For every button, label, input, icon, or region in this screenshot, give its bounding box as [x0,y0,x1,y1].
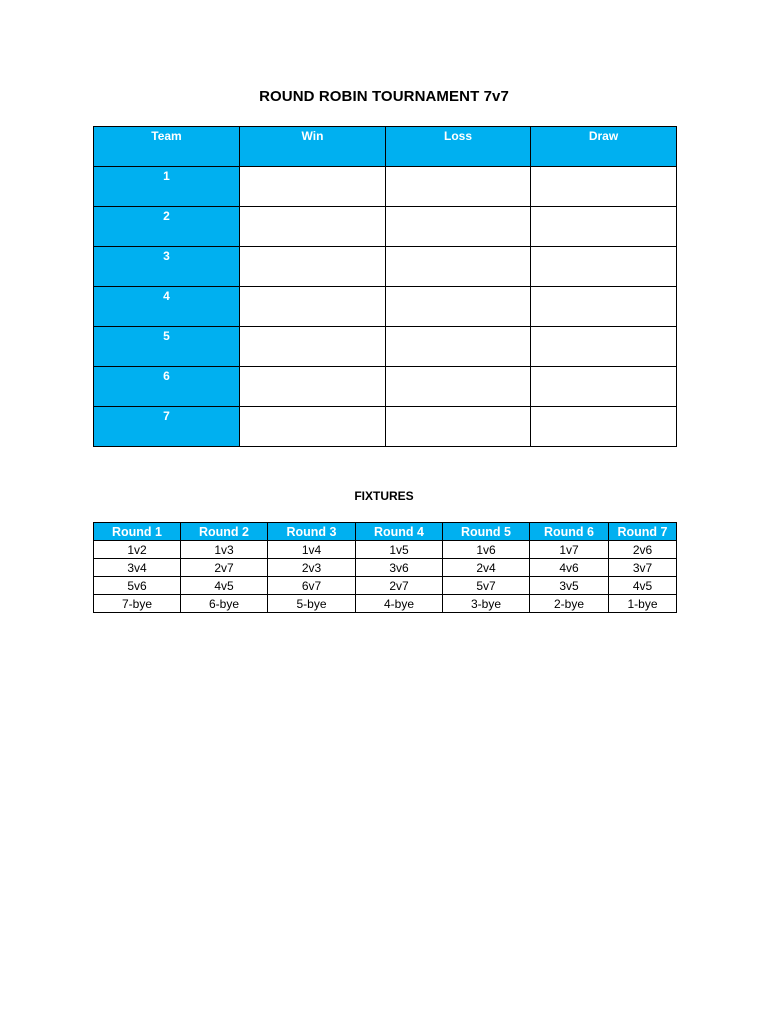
loss-cell[interactable] [386,407,531,447]
team-column-header: Team [94,127,240,167]
round-4-header: Round 4 [356,523,443,541]
table-row [94,407,677,447]
round-3-header: Round 3 [268,523,356,541]
win-cell[interactable] [240,327,386,367]
fixture-cell: 4v5 [609,577,677,595]
fixture-cell: 3v7 [609,559,677,577]
bye-cell: 5-bye [268,595,356,613]
round-2-header: Round 2 [181,523,268,541]
bye-cell: 6-bye [181,595,268,613]
loss-cell[interactable] [386,367,531,407]
loss-cell[interactable] [386,287,531,327]
win-cell[interactable] [240,407,386,447]
fixture-cell: 2v3 [268,559,356,577]
draw-cell[interactable] [531,167,677,207]
round-1-header: Round 1 [94,523,181,541]
team-number: 4 [94,287,240,327]
draw-cell[interactable] [531,367,677,407]
win-column-header: Win [240,127,386,167]
table-row [94,207,677,247]
bye-cell: 7-bye [94,595,181,613]
table-row [94,167,677,207]
loss-cell[interactable] [386,327,531,367]
table-row [94,327,677,367]
team-number: 3 [94,247,240,287]
table-row [94,247,677,287]
fixture-cell: 1v7 [530,541,609,559]
team-number: 5 [94,327,240,367]
draw-cell[interactable] [531,247,677,287]
draw-cell[interactable] [531,327,677,367]
fixture-cell: 2v7 [356,577,443,595]
fixture-cell: 1v6 [443,541,530,559]
fixtures-header-row [94,523,677,541]
fixture-cell: 2v6 [609,541,677,559]
fixture-cell: 5v7 [443,577,530,595]
bye-cell: 1-bye [609,595,677,613]
fixture-cell: 5v6 [94,577,181,595]
table-row [94,367,677,407]
fixtures-title: FIXTURES [354,489,414,503]
win-cell[interactable] [240,167,386,207]
loss-cell[interactable] [386,247,531,287]
table-row [94,577,677,595]
bye-cell: 3-bye [443,595,530,613]
loss-column-header: Loss [386,127,531,167]
team-number: 6 [94,367,240,407]
table-row [94,595,677,613]
page-title: ROUND ROBIN TOURNAMENT 7v7 [259,88,509,105]
win-cell[interactable] [240,247,386,287]
win-cell[interactable] [240,287,386,327]
fixture-cell: 6v7 [268,577,356,595]
fixture-cell: 4v5 [181,577,268,595]
fixture-cell: 1v4 [268,541,356,559]
table-row [94,541,677,559]
fixtures-table [93,522,677,613]
round-6-header: Round 6 [530,523,609,541]
fixture-cell: 4v6 [530,559,609,577]
draw-cell[interactable] [531,207,677,247]
standings-header-row [94,127,677,167]
round-7-header: Round 7 [609,523,677,541]
loss-cell[interactable] [386,167,531,207]
fixture-cell: 1v2 [94,541,181,559]
standings-table [93,126,677,447]
fixture-cell: 1v3 [181,541,268,559]
draw-cell[interactable] [531,407,677,447]
fixture-cell: 3v4 [94,559,181,577]
draw-column-header: Draw [531,127,677,167]
bye-cell: 2-bye [530,595,609,613]
bye-cell: 4-bye [356,595,443,613]
fixture-cell: 3v5 [530,577,609,595]
team-number: 1 [94,167,240,207]
table-row [94,287,677,327]
win-cell[interactable] [240,367,386,407]
team-number: 7 [94,407,240,447]
team-number: 2 [94,207,240,247]
fixture-cell: 1v5 [356,541,443,559]
win-cell[interactable] [240,207,386,247]
table-row [94,559,677,577]
round-5-header: Round 5 [443,523,530,541]
draw-cell[interactable] [531,287,677,327]
loss-cell[interactable] [386,207,531,247]
fixture-cell: 2v7 [181,559,268,577]
fixture-cell: 3v6 [356,559,443,577]
fixture-cell: 2v4 [443,559,530,577]
